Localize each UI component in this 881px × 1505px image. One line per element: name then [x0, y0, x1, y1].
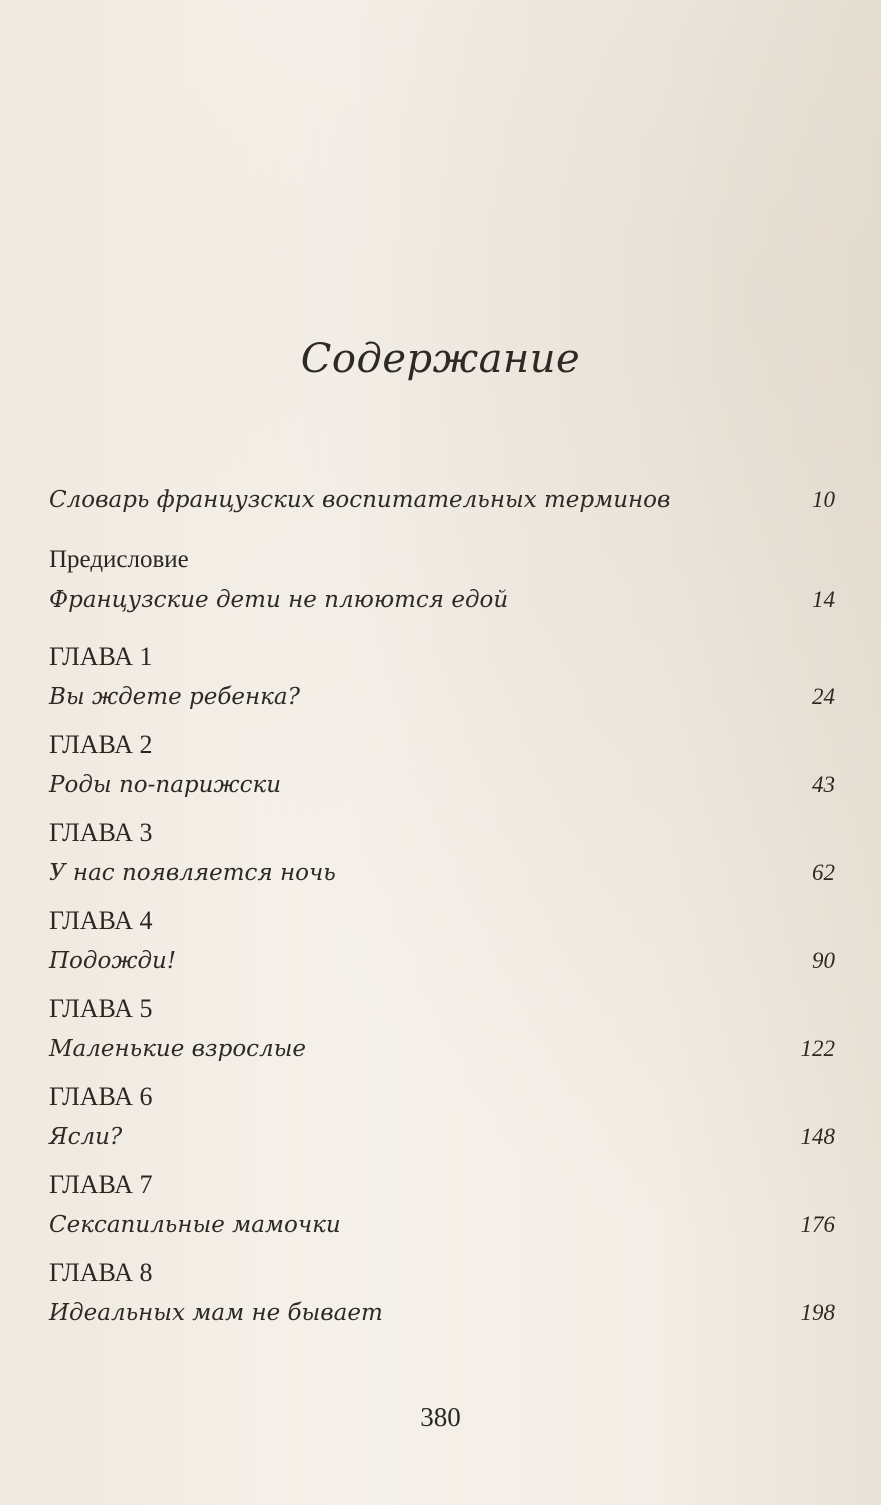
toc-entry-title: Ясли? — [49, 1124, 123, 1150]
preface-label: Предисловие — [49, 546, 189, 573]
chapter-heading — [49, 989, 835, 1029]
toc-entry-title: Вы ждете ребенка? — [49, 684, 300, 710]
toc-preface-heading — [49, 540, 835, 580]
chapter-heading — [49, 725, 835, 765]
toc-entry — [49, 1029, 835, 1069]
chapter-heading — [49, 901, 835, 941]
toc-entry-page: 148 — [800, 1124, 835, 1149]
toc-entry — [49, 1205, 835, 1245]
toc-entry-page: 43 — [812, 772, 835, 797]
chapter-label: ГЛАВА 4 — [49, 906, 153, 935]
toc-entry — [49, 1117, 835, 1157]
chapter-label: ГЛАВА 3 — [49, 818, 153, 847]
chapter-heading — [49, 1253, 835, 1293]
toc-entry-title: Французские дети не плюются едой — [49, 587, 509, 613]
toc-entry-title: Словарь французских воспитательных терминов — [49, 487, 671, 513]
page-title: Содержание — [300, 336, 581, 382]
toc-entry-page: 62 — [812, 860, 835, 885]
toc-entry-preface — [49, 580, 835, 620]
chapter-heading — [49, 1165, 835, 1205]
toc-entry-page: 24 — [812, 684, 835, 709]
toc-entry — [49, 853, 835, 893]
chapter-label: ГЛАВА 6 — [49, 1082, 153, 1111]
toc-entry-title: Сексапильные мамочки — [49, 1212, 341, 1238]
toc-entry-page: 14 — [812, 587, 835, 612]
toc-entry-title: Идеальных мам не бывает — [49, 1300, 383, 1326]
page-number: 380 — [420, 1402, 461, 1432]
toc-entry-page: 10 — [812, 487, 835, 512]
toc-entry-page: 198 — [800, 1300, 835, 1325]
toc-entry-page: 90 — [812, 948, 835, 973]
toc-entry — [49, 765, 835, 805]
toc-entry-page: 176 — [800, 1212, 835, 1237]
toc-entry — [49, 1293, 835, 1333]
chapter-label: ГЛАВА 2 — [49, 730, 153, 759]
chapter-label: ГЛАВА 1 — [49, 642, 153, 671]
toc-entry — [49, 677, 835, 717]
toc-entry-title: У нас появляется ночь — [49, 860, 336, 886]
toc-entry-title: Роды по-парижски — [49, 772, 282, 798]
toc-entry-title: Подожди! — [49, 948, 177, 974]
chapter-label: ГЛАВА 7 — [49, 1170, 153, 1199]
chapter-heading — [49, 813, 835, 853]
toc-entry — [49, 941, 835, 981]
chapter-label: ГЛАВА 5 — [49, 994, 153, 1023]
toc-entry-page: 122 — [800, 1036, 835, 1061]
toc-entry-glossary — [49, 480, 835, 520]
toc-entry-title: Маленькие взрослые — [49, 1036, 307, 1062]
chapter-heading — [49, 637, 835, 677]
chapter-label: ГЛАВА 8 — [49, 1258, 153, 1287]
chapter-heading — [49, 1077, 835, 1117]
